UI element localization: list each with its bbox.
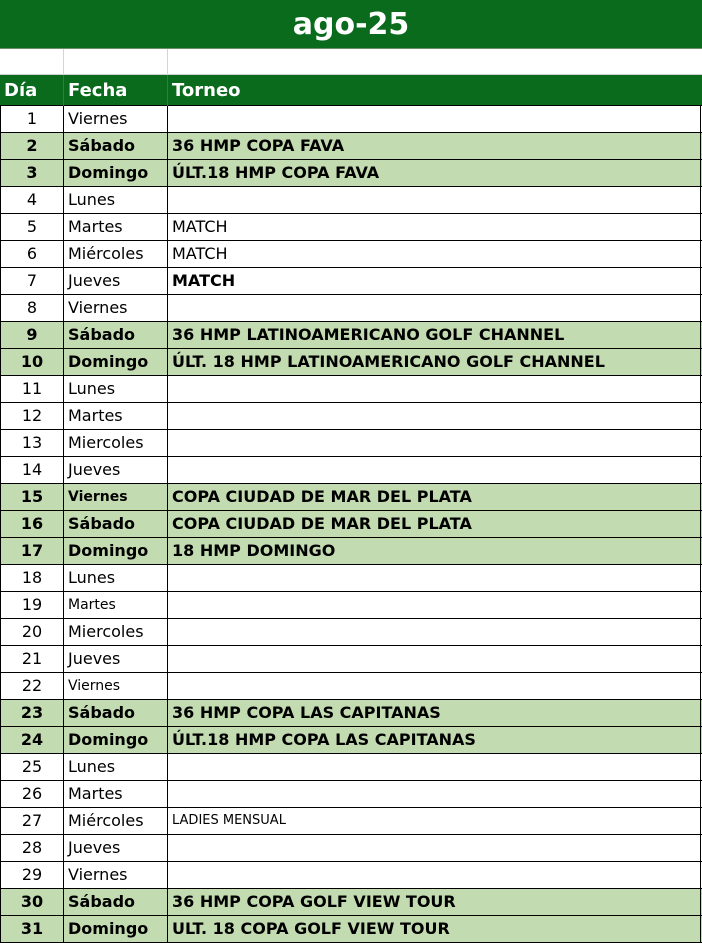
torneo-cell[interactable]: ÚLT.18 HMP COPA FAVA [168,160,701,186]
table-row [0,214,702,241]
fecha-cell[interactable]: Sábado [64,511,168,537]
fecha-cell[interactable]: Viernes [64,673,168,699]
table-row [0,808,702,835]
blank-cell[interactable] [0,49,64,75]
table-row [0,754,702,781]
dia-cell[interactable]: 26 [0,781,64,807]
table-row [0,187,702,214]
dia-cell[interactable]: 2 [0,133,64,159]
blank-row [0,49,702,75]
dia-cell[interactable]: 22 [0,673,64,699]
table-row [0,430,702,457]
dia-cell[interactable]: 4 [0,187,64,213]
fecha-cell[interactable]: Martes [64,592,168,618]
fecha-cell[interactable]: Viernes [64,484,168,510]
dia-cell[interactable]: 1 [0,106,64,132]
table-row [0,835,702,862]
torneo-cell[interactable]: LADIES MENSUAL [168,808,701,834]
fecha-cell[interactable]: Miercoles [64,430,168,456]
table-row [0,295,702,322]
dia-cell[interactable]: 27 [0,808,64,834]
table-row [0,268,702,295]
header-row [0,75,702,106]
fecha-cell[interactable]: Domingo [64,916,168,942]
torneo-cell[interactable]: 36 HMP COPA LAS CAPITANAS [168,700,701,726]
table-row [0,457,702,484]
dia-cell[interactable]: 16 [0,511,64,537]
table-row [0,700,702,727]
fecha-cell[interactable]: Domingo [64,538,168,564]
torneo-cell[interactable] [168,403,701,429]
fecha-cell[interactable]: Sábado [64,700,168,726]
table-row [0,484,702,511]
dia-cell[interactable]: 31 [0,916,64,942]
dia-cell[interactable]: 25 [0,754,64,780]
torneo-cell[interactable] [168,187,701,213]
table-row [0,160,702,187]
blank-cell[interactable] [64,49,168,75]
sheet-title[interactable]: ago-25 [0,0,702,49]
torneo-cell[interactable]: MATCH [168,214,701,240]
fecha-cell[interactable]: Sábado [64,133,168,159]
fecha-cell[interactable]: Jueves [64,457,168,483]
torneo-cell[interactable]: 18 HMP DOMINGO [168,538,701,564]
fecha-cell[interactable]: Martes [64,403,168,429]
table-row [0,322,702,349]
torneo-cell[interactable]: COPA CIUDAD DE MAR DEL PLATA [168,511,701,537]
fecha-cell[interactable]: Viernes [64,295,168,321]
table-row [0,106,702,133]
dia-cell[interactable]: 30 [0,889,64,915]
dia-cell[interactable]: 5 [0,214,64,240]
table-row [0,673,702,700]
table-row [0,781,702,808]
fecha-cell[interactable]: Jueves [64,268,168,294]
table-row [0,862,702,889]
torneo-cell[interactable]: MATCH [168,241,701,267]
dia-cell[interactable]: 20 [0,619,64,645]
table-row [0,619,702,646]
torneo-cell[interactable]: COPA CIUDAD DE MAR DEL PLATA [168,484,701,510]
torneo-cell[interactable]: MATCH [168,268,701,294]
header-torneo[interactable]: Torneo [172,80,241,101]
fecha-cell[interactable]: Miércoles [64,241,168,267]
torneo-cell[interactable] [168,835,701,861]
torneo-cell[interactable]: ÚLT.18 HMP COPA LAS CAPITANAS [168,727,701,753]
dia-cell[interactable]: 14 [0,457,64,483]
fecha-cell[interactable]: Lunes [64,565,168,591]
dia-cell[interactable]: 7 [0,268,64,294]
dia-cell[interactable]: 8 [0,295,64,321]
table-row [0,727,702,754]
fecha-cell[interactable]: Jueves [64,835,168,861]
table-row [0,565,702,592]
dia-cell[interactable]: 18 [0,565,64,591]
table-row [0,376,702,403]
table-row [0,889,702,916]
dia-cell[interactable]: 23 [0,700,64,726]
fecha-cell[interactable]: Sábado [64,322,168,348]
header-dia[interactable]: Día [0,75,64,106]
table-row [0,916,702,943]
torneo-cell[interactable] [168,619,701,645]
dia-cell[interactable]: 15 [0,484,64,510]
torneo-cell[interactable] [168,295,701,321]
torneo-cell[interactable] [168,376,701,402]
torneo-cell[interactable] [168,673,701,699]
dia-cell[interactable]: 24 [0,727,64,753]
fecha-cell[interactable]: Lunes [64,754,168,780]
schedule-table [0,106,702,943]
dia-cell[interactable]: 11 [0,376,64,402]
table-row [0,592,702,619]
table-row [0,403,702,430]
fecha-cell[interactable]: Domingo [64,727,168,753]
dia-cell[interactable]: 28 [0,835,64,861]
torneo-cell[interactable] [168,592,701,618]
dia-cell[interactable]: 10 [0,349,64,375]
torneo-cell[interactable]: 36 HMP LATINOAMERICANO GOLF CHANNEL [168,322,701,348]
torneo-cell[interactable]: ÚLT. 18 HMP LATINOAMERICANO GOLF CHANNEL [168,349,701,375]
fecha-cell[interactable]: Lunes [64,376,168,402]
fecha-cell[interactable]: Miércoles [64,808,168,834]
torneo-cell[interactable] [168,565,701,591]
dia-cell[interactable]: 3 [0,160,64,186]
fecha-cell[interactable]: Jueves [64,646,168,672]
fecha-cell[interactable]: Miercoles [64,619,168,645]
torneo-cell[interactable]: 36 HMP COPA FAVA [168,133,701,159]
torneo-cell[interactable] [168,862,701,888]
torneo-cell[interactable] [168,646,701,672]
table-row [0,511,702,538]
blank-cell[interactable] [168,49,702,75]
dia-cell[interactable]: 17 [0,538,64,564]
torneo-cell[interactable] [168,457,701,483]
fecha-cell[interactable]: Domingo [64,349,168,375]
dia-cell[interactable]: 19 [0,592,64,618]
dia-cell[interactable]: 13 [0,430,64,456]
fecha-cell[interactable]: Martes [64,214,168,240]
fecha-cell[interactable]: Martes [64,781,168,807]
dia-cell[interactable]: 29 [0,862,64,888]
dia-cell[interactable]: 21 [0,646,64,672]
torneo-cell[interactable] [168,106,701,132]
torneo-cell[interactable] [168,781,701,807]
torneo-cell[interactable] [168,754,701,780]
dia-cell[interactable]: 9 [0,322,64,348]
torneo-cell[interactable]: ULT. 18 COPA GOLF VIEW TOUR [168,916,701,942]
torneo-cell[interactable] [168,430,701,456]
fecha-cell[interactable]: Viernes [64,106,168,132]
table-row [0,349,702,376]
dia-cell[interactable]: 12 [0,403,64,429]
fecha-cell[interactable]: Lunes [64,187,168,213]
fecha-cell[interactable]: Viernes [64,862,168,888]
dia-cell[interactable]: 6 [0,241,64,267]
table-row [0,646,702,673]
fecha-cell[interactable]: Domingo [64,160,168,186]
fecha-cell[interactable]: Sábado [64,889,168,915]
torneo-cell[interactable]: 36 HMP COPA GOLF VIEW TOUR [168,889,701,915]
table-row [0,241,702,268]
table-row [0,133,702,160]
table-row [0,538,702,565]
header-fecha[interactable]: Fecha [64,75,168,106]
